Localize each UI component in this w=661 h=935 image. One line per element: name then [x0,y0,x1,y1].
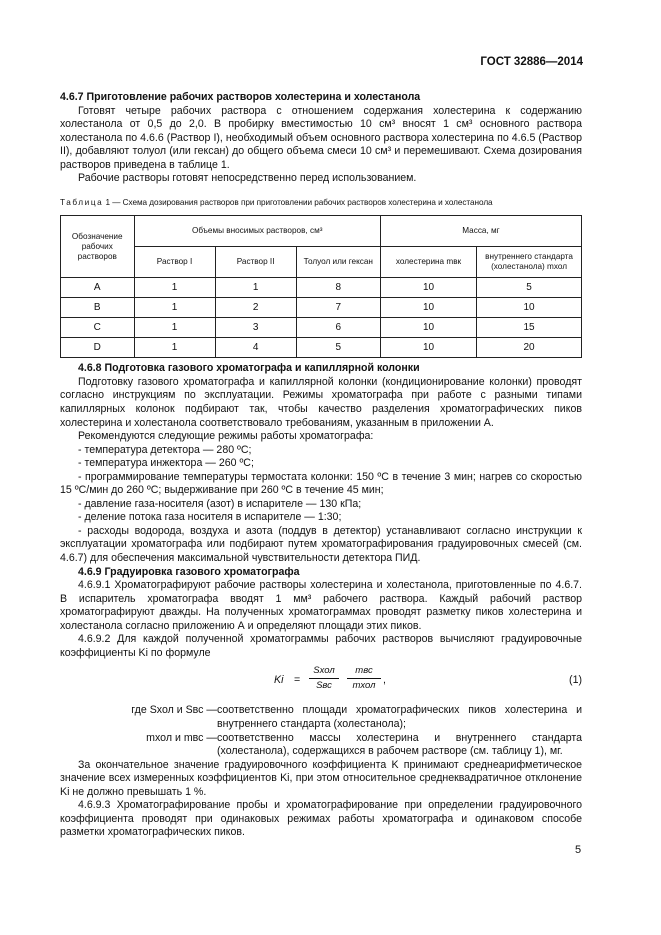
section-4-6-8-heading: 4.6.8 Подготовка газового хроматографа и капиллярной колонки [78,362,420,375]
list-item: - расходы водорода, воздуха и азота (поддув в детектор) устанавливают согласно инструкции к эксплуатации хроматографа или подбирают путем хроматографирования градуировочных смесей (см. 4.6.7) для обеспечения максимальной чувствительности детектора ПИД. [60,524,582,565]
table-cell: B [61,298,135,318]
table-cell: C [61,318,135,338]
table-1-caption [60,196,582,210]
table-cell: 2 [215,298,296,318]
section-4-6-9-2-paragraph: 4.6.9.2 Для каждой полученной хроматограммы рабочих растворов вычисляют градуировочные коэффициенты Ki по формуле [60,633,582,659]
table-row [61,318,582,338]
section-4-6-9-heading: 4.6.9 Градуировка газового хроматографа [78,565,300,578]
fraction-masses [347,664,381,693]
table-cell: 1 [134,318,215,338]
table-cell: 10 [380,318,476,338]
table-caption-text: 1 — Схема дозирования растворов при приготовлении рабочих растворов холестерина и холестанола [105,197,493,207]
page-content [60,91,582,840]
legend-entry [60,704,582,731]
col-group-volumes: Объемы вносимых растворов, см³ [134,216,380,247]
col-header-solution-name: Обозначение рабочих растворов [61,216,135,278]
table-row [61,278,582,298]
table-cell: 10 [380,298,476,318]
table-cell: 15 [477,318,582,338]
section-4-6-7-paragraph: Готовят четыре рабочих раствора с отношением содержания холестерина к содержанию холестанола от 0,5 до 2,0. В пробирку вместимостью 10 см³ вносят 1 см³ основного раствора холестанола по 4.6.6 (Раствор I), необходимый объем основного раствора холестерина по 4.6.5 (Раствор II), добавляют толуол (или гексан) до общего объема смеси 10 см³ и перемешивают. Схема дозирования растворов приведена в таблице 1. [60,104,582,171]
table-cell: D [61,338,135,358]
standard-number: ГОСТ 32886—2014 [480,56,583,68]
formula-number: (1) [569,674,582,687]
legend-symbol: где Sхол и Sвс — [131,704,217,717]
table-cell: 5 [477,278,582,298]
legend-symbol: mхол и mвс — [146,731,217,744]
col-header-toluene: Толуол или гексан [296,247,380,278]
table-cell: 5 [296,338,380,358]
table-caption-label: Таблица [60,197,104,207]
fraction-numerator: Sхол [309,664,339,679]
col-header-solution-2: Раствор II [215,247,296,278]
table-row [61,298,582,318]
table-cell: 6 [296,318,380,338]
table-cell: A [61,278,135,298]
fraction-numerator: mвс [347,664,381,679]
legend-description: соответственно массы холестерина и внутреннего стандарта (холестанола), содержащихся в рабочем растворе (см. таблицу 1), мг. [217,731,582,758]
section-4-6-8-modes-intro: Рекомендуются следующие режимы работы хроматографа: [78,430,374,443]
list-item: - деление потока газа носителя в испарителе — 1:30; [78,511,342,524]
table-row [61,338,582,358]
col-header-solution-1: Раствор I [134,247,215,278]
chromatograph-modes-list [60,444,582,566]
legend-description: соответственно площади хроматографических пиков холестерина и внутреннего стандарта (холестанола); [217,704,582,730]
formula-legend [60,704,582,758]
list-item: - давление газа-носителя (азот) в испарителе — 130 кПа; [78,497,362,510]
col-header-internal-standard: внутреннего стандарта (холестанола) mхол [477,247,582,278]
table-cell: 7 [296,298,380,318]
list-item: - температура инжектора — 260 ºС; [78,457,254,470]
table-cell: 8 [296,278,380,298]
col-group-mass: Масса, мг [380,216,581,247]
table-cell: 1 [134,298,215,318]
table-cell: 10 [477,298,582,318]
table-cell: 4 [215,338,296,358]
formula-1 [60,662,582,702]
section-4-6-7-note: Рабочие растворы готовят непосредственно перед использованием. [78,172,417,185]
section-4-6-9-final-coefficient: За окончательное значение градуировочного коэффициента K принимают среднеарифметическое значение всех измеренных коэффициентов Ki, при этом относительное среднеквадратичное отклонение Ki не должно превышать 1 %. [60,758,582,798]
fraction-denominator: Sвс [316,680,332,692]
table-cell: 20 [477,338,582,358]
page-number: 5 [575,844,582,856]
legend-entry [60,732,582,759]
section-4-6-9-1-paragraph: 4.6.9.1 Хроматографируют рабочие растворы холестерина и холестанола, приготовленные по 4.6.7. В испаритель хроматографа вводят 1 мм³ рабочего раствора. Каждый рабочий раствор хроматографируют дважды. На полученных хроматограммах проводят разметку пиков холестерина и холестанола согласно приложению А и определяют площади этих пиков. [60,579,582,632]
fraction-areas [309,664,339,693]
table-cell: 10 [380,278,476,298]
list-item: - программирование температуры термостата колонки: 150 ºС в течение 3 мин; нагрев со скоростью 15 ºС/мин до 260 ºС; выдерживание при 260 ºС в течение 45 мин; [60,470,582,497]
table-cell: 1 [134,338,215,358]
list-item: - температура детектора — 280 ºС; [78,443,252,456]
formula-equals: = [294,674,301,687]
table-cell: 3 [215,318,296,338]
table-cell: 1 [134,278,215,298]
table-cell: 1 [215,278,296,298]
fraction-denominator: mхол [352,680,376,692]
col-header-cholesterol: холестерина mвк [380,247,476,278]
formula-lhs: Ki [274,674,284,687]
formula-comma: , [383,674,386,687]
section-4-6-9-3-paragraph: 4.6.9.3 Хроматографирование пробы и хроматографирование при определении градуировочного коэффициента проводят при одинаковых режимах работы хроматографа и одинаковом способе разметки хроматографических пиков. [60,799,582,839]
table-cell: 10 [380,338,476,358]
section-4-6-8-paragraph: Подготовку газового хроматографа и капиллярной колонки (кондиционирование колонки) проводят согласно инструкциям по эксплуатации. Режимы хроматографа при работе с разными типами капиллярных колонок подбирают так, чтобы качество разделения хроматографических пиков холестерина и холестанола соответствовало требованиям, указанным в приложении А. [60,375,582,429]
table-1 [60,215,582,358]
section-4-6-7-heading: 4.6.7 Приготовление рабочих растворов холестерина и холестанола [60,91,421,103]
